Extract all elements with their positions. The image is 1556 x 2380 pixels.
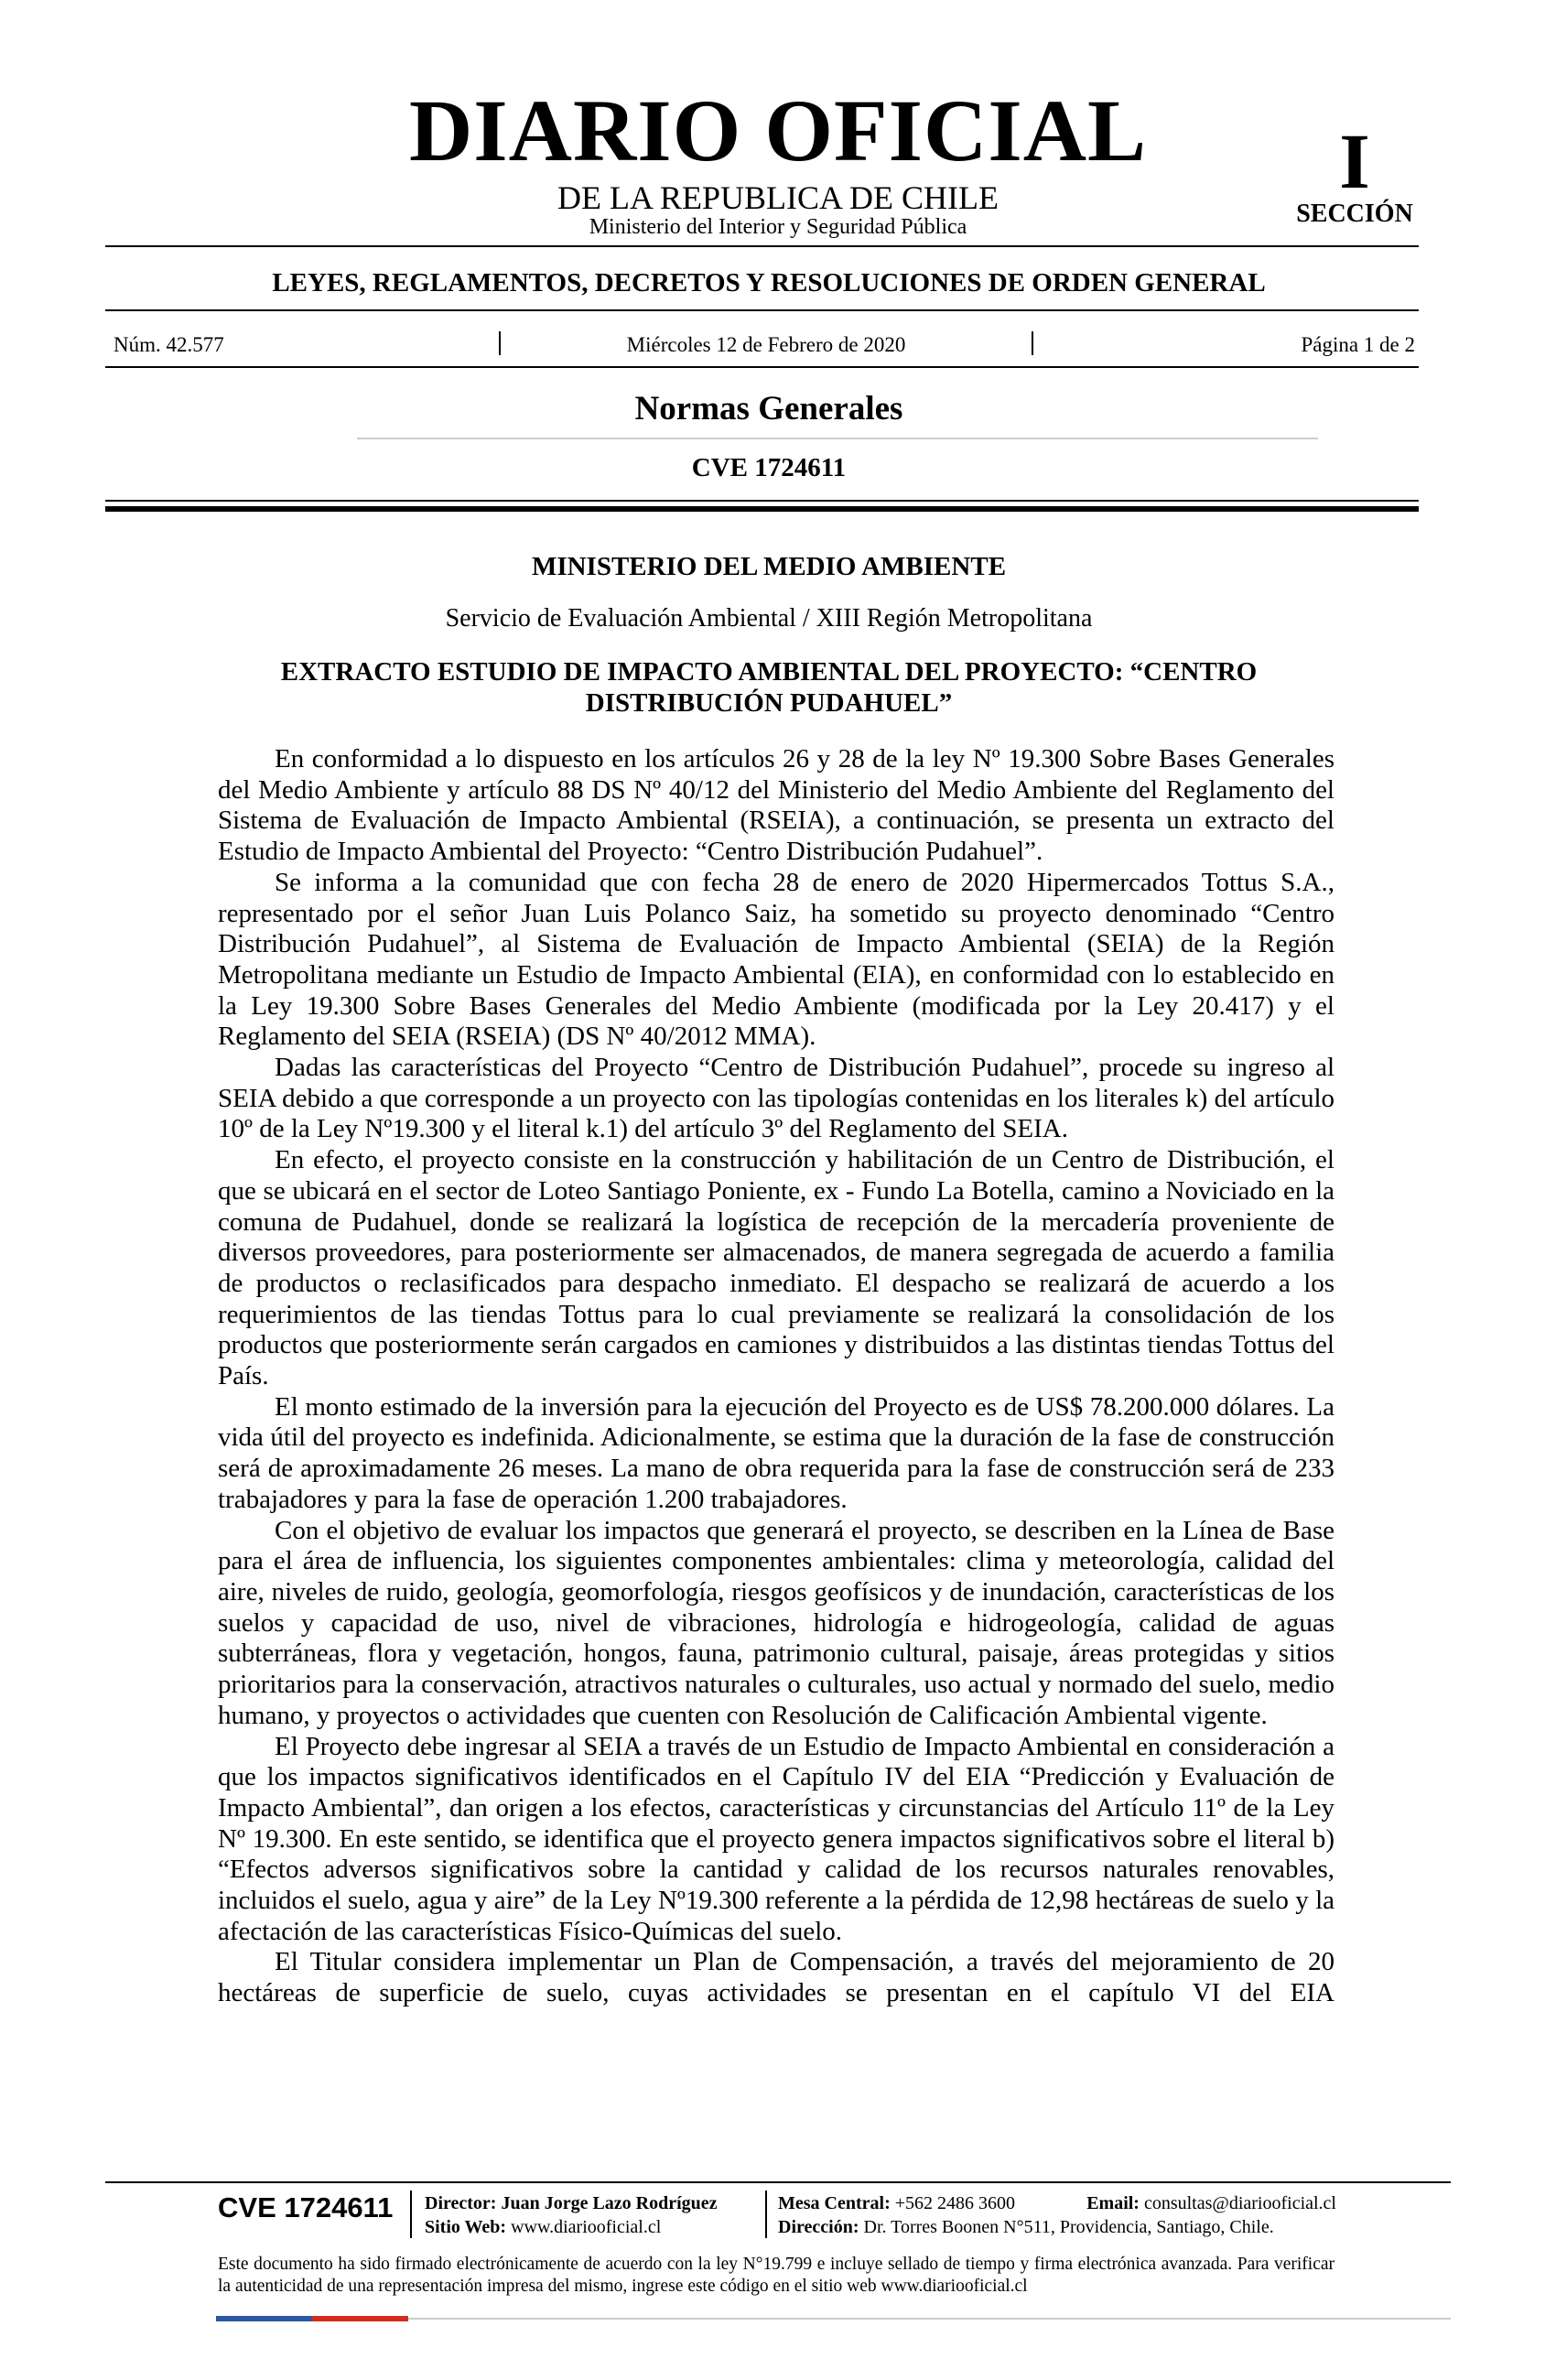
masthead-rule	[105, 245, 1419, 247]
laws-header: LEYES, REGLAMENTOS, DECRETOS Y RESOLUCIONES DE ORDEN GENERAL	[272, 268, 1266, 298]
phone-number: +562 2486 3600	[894, 2193, 1016, 2213]
website-link[interactable]: www.diariooficial.cl	[511, 2217, 662, 2237]
header-rule-bottom	[105, 366, 1419, 368]
masthead-ministry: Ministerio del Interior y Seguridad Pública	[589, 215, 967, 239]
email-link[interactable]: consultas@diariooficial.cl	[1143, 2193, 1336, 2213]
section-number: I	[1339, 117, 1370, 205]
paragraph: Con el objetivo de evaluar los impactos que generará el proyecto, se describen en la Línea de Base para el área de influencia, los siguientes componentes ambientales: clima y meteorología, calidad del aire, niveles de ruido, geología, geomorfología, riesgos geofísicos y de inundación, características de los suelos y capacidad de uso, nivel de vibraciones, hidrología e hidrogeología, calidad de aguas subterráneas, flora y vegetación, hongos, fauna, patrimonio cultural, paisaje, áreas protegidas y sitios prioritarios para la conservación, atractivos naturales o culturales, uso actual y normado del suelo, medio humano, y proyectos o actividades que cuenten con Resolución de Calificación Ambiental vigente.	[218, 1515, 1334, 1730]
address-label: Dirección:	[778, 2217, 859, 2237]
issue-date: Miércoles 12 de Febrero de 2020	[626, 333, 906, 356]
paragraph: El Titular considera implementar un Plan de Compensación, a través del mejoramiento de 20 hectáreas de superficie de suelo, cuyas actividades se presentan en el capítulo VI del EIA	[218, 1947, 1334, 2008]
article-body	[218, 744, 1334, 2009]
flag-stripe-blue	[216, 2316, 312, 2321]
article-title: EXTRACTO ESTUDIO DE IMPACTO AMBIENTAL DEL PROYECTO: “CENTRO DISTRIBUCIÓN PUDAHUEL”	[280, 657, 1258, 718]
flag-stripe-red	[312, 2316, 408, 2321]
category-rule	[357, 438, 1318, 439]
director-name: Juan Jorge Lazo Rodríguez	[501, 2193, 718, 2213]
bottom-rule	[408, 2318, 1451, 2320]
footer-divider-1	[410, 2191, 412, 2238]
masthead-subtitle: DE LA REPUBLICA DE CHILE	[557, 179, 999, 216]
category-title: Normas Generales	[634, 390, 903, 427]
issue-page: Página 1 de 2	[1301, 333, 1415, 356]
paragraph: El monto estimado de la inversión para la ejecución del Proyecto es de US$ 78.200.000 dólares. La vida útil del proyecto es indefinida. Adicionalmente, se estima que la duración de la fase de construcción será de aproximadamente 26 meses. La mano de obra requerida para la fase de construcción será de 233 trabajadores y para la fase de operación 1.200 trabajadores.	[218, 1391, 1334, 1514]
footer-rule	[105, 2181, 1451, 2183]
issue-number: Núm. 42.577	[113, 333, 224, 356]
section-label: SECCIÓN	[1296, 200, 1413, 228]
address-text: Dr. Torres Boonen N°511, Providencia, Santiago, Chile.	[863, 2217, 1274, 2237]
article-ministry: MINISTERIO DEL MEDIO AMBIENTE	[531, 552, 1007, 581]
footer-director-block	[425, 2191, 718, 2239]
paragraph: Dadas las características del Proyecto “Centro de Distribución Pudahuel”, procede su ingreso al SEIA debido a que corresponde a un proyecto con las tipologías contenidas en los literales k) del artículo 10º de la Ley Nº19.300 y el literal k.1) del artículo 3º del Reglamento del SEIA.	[218, 1053, 1334, 1144]
email-label: Email:	[1086, 2193, 1140, 2213]
paragraph: En efecto, el proyecto consiste en la construcción y habilitación de un Centro de Distribución, el que se ubicará en el sector de Loteo Santiago Poniente, ex - Fundo La Botella, camino a Noviciado en la comuna de Pudahuel, donde se realizará la logística de recepción de la mercadería proveniente de diversos proveedores, para posteriormente ser almacenados, de manera segregada de acuerdo a familia de productos o reclasificados para despacho inmediato. El despacho se realizará de acuerdo a los requerimientos de las tiendas Tottus para lo cual previamente se realizará la consolidación de los productos que posteriormente serán cargados en camiones y distribuidos a las distintas tiendas Tottus del País.	[218, 1145, 1334, 1391]
footer-signature-note: Este documento ha sido firmado electrónicamente de acuerdo con la ley N°19.799 e incluye sellado de tiempo y firma electrónica avanzada. Para verificar la autenticidad de una representación impresa del mismo, ingrese este código en el sitio web www.diariooficial.cl	[218, 2255, 1334, 2296]
paragraph: En conformidad a lo dispuesto en los artículos 26 y 28 de la ley Nº 19.300 Sobre Bases Generales del Medio Ambiente y artículo 88 DS Nº 40/12 del Ministerio del Medio Ambiente del Reglamento del Sistema de Evaluación de Impacto Ambiental (RSEIA), a continuación, se presenta un extracto del Estudio de Impacto Ambiental del Proyecto: “Centro Distribución Pudahuel”.	[218, 744, 1334, 867]
masthead-title: DIARIO OFICIAL	[408, 81, 1148, 179]
section-rule-thick	[105, 506, 1419, 512]
section-rule-thin	[105, 500, 1419, 502]
website-label: Sitio Web:	[425, 2217, 507, 2237]
footer-divider-2	[765, 2191, 767, 2238]
paragraph: El Proyecto debe ingresar al SEIA a través de un Estudio de Impacto Ambiental en consideración a que los impactos significativos identificados en el Capítulo IV del EIA “Predicción y Evaluación de Impacto Ambiental”, dan origen a los efectos, características y circunstancias del Artículo 11º de la Ley Nº 19.300. En este sentido, se identifica que el proyecto genera impactos significativos sobre el literal b) “Efectos adversos significativos sobre la cantidad y calidad de los recursos naturales renovables, incluidos el suelo, agua y aire” de la Ley Nº19.300 referente a la pérdida de 12,98 hectáreas de suelo y la afectación de las características Físico-Químicas del suelo.	[218, 1731, 1334, 1946]
paragraph: Se informa a la comunidad que con fecha 28 de enero de 2020 Hipermercados Tottus S.A., representado por el señor Juan Luis Polanco Saiz, ha sometido su proyecto denominado “Centro Distribución Pudahuel”, al Sistema de Evaluación de Impacto Ambiental (SEIA) de la Región Metropolitana mediante un Estudio de Impacto Ambiental (EIA), en conformidad con lo establecido en la Ley 19.300 Sobre Bases Generales del Medio Ambiente (modificada por la Ley 20.417) y el Reglamento del SEIA (RSEIA) (DS Nº 40/2012 MMA).	[218, 867, 1334, 1052]
article-service: Servicio de Evaluación Ambiental / XIII Región Metropolitana	[445, 604, 1093, 633]
footer-contact-block	[778, 2191, 1336, 2239]
header-rule-top	[105, 309, 1419, 311]
footer-cve-code: CVE 1724611	[218, 2191, 394, 2223]
phone-label: Mesa Central:	[778, 2193, 891, 2213]
issue-separator-2	[1032, 331, 1033, 355]
cve-code: CVE 1724611	[691, 453, 847, 482]
director-label: Director:	[425, 2193, 497, 2213]
